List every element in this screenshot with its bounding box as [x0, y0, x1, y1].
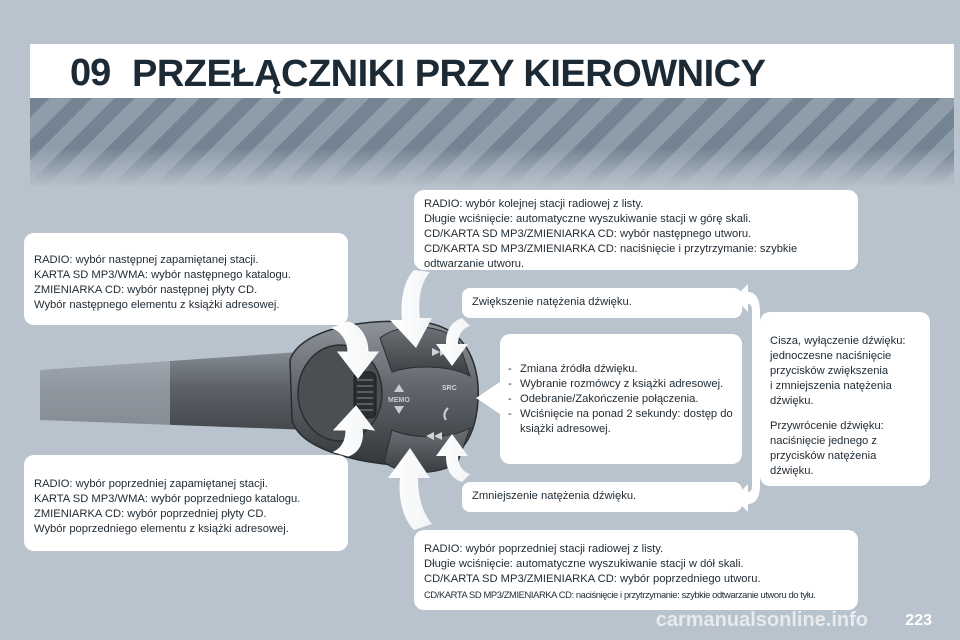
page-number: 223 — [905, 612, 932, 629]
unmute-line: przycisków natężenia — [770, 450, 877, 462]
watermark: carmanualsonline.info — [655, 609, 868, 631]
next-preset-line: ZMIENIARKA CD: wybór następnej płyty CD. — [34, 284, 258, 296]
callout-prev-preset — [24, 455, 348, 551]
mute-line: przycisków zwiększenia — [770, 365, 889, 377]
memo-label: MEMO — [388, 397, 410, 404]
source-item: książki adresowej. — [520, 423, 611, 435]
seek-up-line: RADIO: wybór kolejnej stacji radiowej z listy. — [424, 198, 644, 210]
seek-down-line: Długie wciśnięcie: automatyczne wyszukiwanie stacji w dół skali. — [424, 558, 744, 570]
mute-line: dźwięku. — [770, 395, 814, 407]
callout-volume-up — [462, 288, 742, 318]
volume-down-text: Zmniejszenie natężenia dźwięku. — [472, 490, 637, 502]
callout-mute — [760, 312, 930, 486]
seek-up-line: CD/KARTA SD MP3/ZMIENIARKA CD: naciśnięcie i przytrzymanie: szybkie — [424, 243, 798, 255]
mute-line: Cisza, wyłączenie dźwięku: — [770, 335, 906, 347]
page-title: PRZEŁĄCZNIKI PRZY KIEROWNICY — [132, 53, 766, 95]
unmute-line: dźwięku. — [770, 465, 814, 477]
prev-preset-line: KARTA SD MP3/WMA: wybór poprzedniego katalogu. — [34, 493, 301, 505]
callout-seek-up — [414, 190, 858, 270]
prev-preset-line: RADIO: wybór poprzedniej zapamiętanej stacji. — [34, 478, 268, 490]
seek-down-line: CD/KARTA SD MP3/ZMIENIARKA CD: wybór poprzedniego utworu. — [424, 573, 761, 585]
source-item: - Wybranie rozmówcy z książki adresowej. — [508, 378, 724, 390]
next-preset-line: RADIO: wybór następnej zapamiętanej stacji. — [34, 254, 259, 266]
callout-next-preset — [24, 233, 348, 325]
source-item: - Odebranie/Zakończenie połączenia. — [508, 393, 699, 405]
callout-source — [500, 334, 742, 464]
seek-up-line: Długie wciśnięcie: automatyczne wyszukiwanie stacji w górę skali. — [424, 213, 752, 225]
mute-line: jednoczesne naciśnięcie — [770, 350, 892, 362]
callout-seek-down — [414, 530, 858, 610]
source-item: - Wciśnięcie na ponad 2 sekundy: dostęp do — [508, 408, 733, 420]
prev-preset-line: ZMIENIARKA CD: wybór poprzedniej płyty CD. — [34, 508, 267, 520]
mute-line: i zmniejszenia natężenia — [770, 380, 892, 392]
seek-down-line-small: CD/KARTA SD MP3/ZMIENIARKA CD: naciśnięcie i przytrzymanie: szybkie odtwarzanie utworu do tyłu. — [424, 589, 816, 600]
source-item: - Zmiana źródła dźwięku. — [508, 363, 638, 375]
unmute-line: naciśnięcie jednego z — [770, 435, 877, 447]
seek-down-line: RADIO: wybór poprzedniej stacji radiowej z listy. — [424, 543, 664, 555]
unmute-line: Przywrócenie dźwięku: — [770, 420, 884, 432]
next-preset-line: KARTA SD MP3/WMA: wybór następnego katalogu. — [34, 269, 292, 281]
seek-up-line: odtwarzanie utworu. — [424, 258, 525, 270]
volume-up-text: Zwiększenie natężenia dźwięku. — [472, 296, 632, 308]
seek-up-line: CD/KARTA SD MP3/ZMIENIARKA CD: wybór następnego utworu. — [424, 228, 752, 240]
callout-volume-down — [462, 482, 742, 512]
prev-preset-line: Wybór poprzedniego elementu z książki adresowej. — [34, 523, 289, 535]
src-label: SRC — [442, 385, 457, 392]
next-preset-line: Wybór następnego elementu z książki adresowej. — [34, 299, 280, 311]
chapter-number: 09 — [70, 52, 111, 94]
